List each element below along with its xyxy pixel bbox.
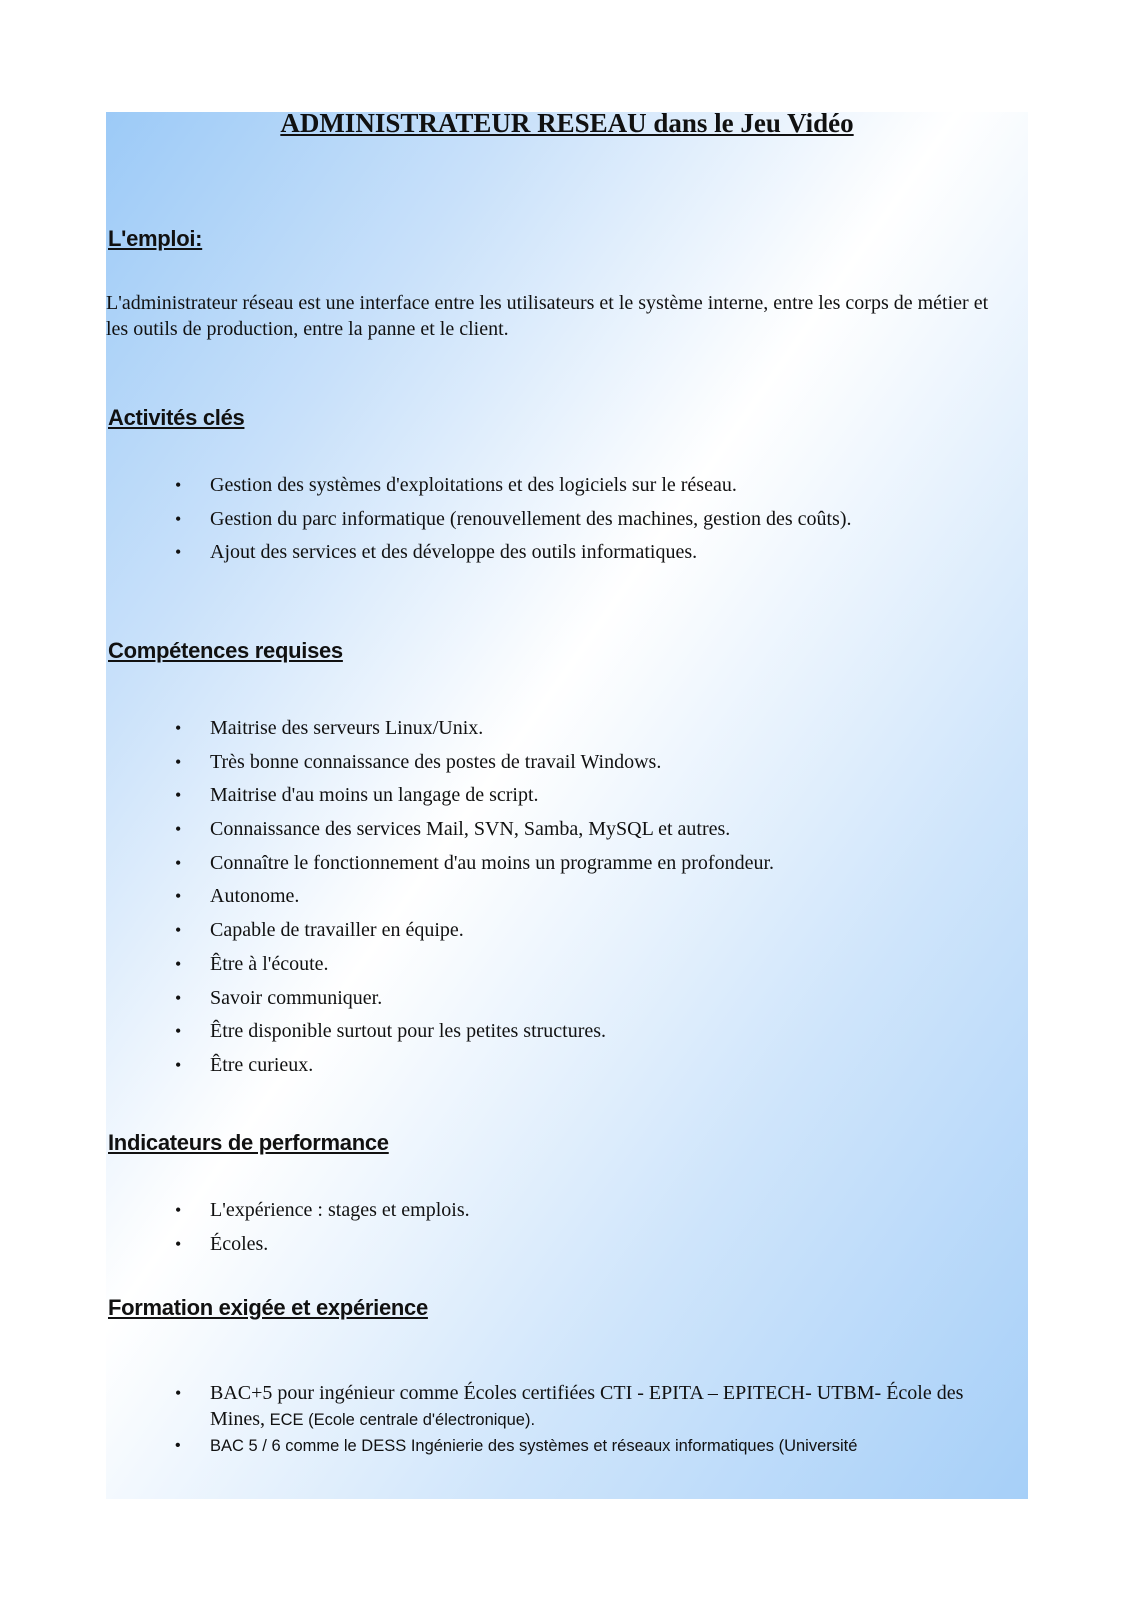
list-item-text: Être à l'écoute. bbox=[210, 952, 329, 975]
bullet-icon: • bbox=[175, 542, 182, 563]
section-heading-indicateurs: Indicateurs de performance bbox=[108, 1130, 389, 1155]
list-item bbox=[168, 850, 774, 884]
formation-list bbox=[168, 1380, 998, 1459]
list-item-text: Maitrise des serveurs Linux/Unix. bbox=[210, 717, 484, 739]
bullet-icon: • bbox=[175, 475, 182, 495]
bullet-icon: • bbox=[175, 718, 182, 738]
bullet-icon: • bbox=[175, 953, 182, 974]
list-item bbox=[168, 1052, 774, 1086]
bullet-icon: • bbox=[175, 1021, 182, 1042]
bullet-icon: • bbox=[175, 1200, 182, 1220]
bullet-icon: • bbox=[175, 785, 182, 806]
list-item-text: Capable de travailler en équipe. bbox=[210, 919, 464, 942]
section-heading-competences: Compétences requises bbox=[108, 638, 343, 663]
list-item bbox=[168, 917, 774, 951]
list-item bbox=[168, 883, 774, 917]
list-item-text: Autonome. bbox=[210, 885, 300, 908]
list-item bbox=[168, 749, 774, 783]
list-item-text: L'expérience : stages et emplois. bbox=[210, 1199, 470, 1221]
list-item-text: Savoir communiquer. bbox=[210, 986, 383, 1009]
list-item-text: Gestion du parc informatique (renouvellement des machines, gestion des coûts). bbox=[210, 507, 852, 530]
section-heading-activites: Activités clés bbox=[108, 405, 245, 430]
bullet-icon: • bbox=[175, 886, 182, 907]
list-item-text: Connaître le fonctionnement d'au moins un programme en profondeur. bbox=[210, 851, 775, 874]
list-item bbox=[168, 985, 774, 1019]
list-item bbox=[168, 1231, 470, 1265]
list-item-text: Très bonne connaissance des postes de travail Windows. bbox=[210, 750, 662, 773]
bullet-icon: • bbox=[175, 1233, 182, 1254]
bullet-icon: • bbox=[175, 987, 182, 1008]
activites-list bbox=[168, 472, 851, 573]
list-item bbox=[168, 715, 774, 749]
list-item bbox=[168, 782, 774, 816]
section-heading-formation: Formation exigée et expérience bbox=[108, 1295, 428, 1320]
bullet-icon: • bbox=[175, 852, 182, 873]
list-item bbox=[168, 539, 851, 573]
bullet-icon: • bbox=[175, 920, 182, 941]
list-item bbox=[168, 816, 774, 850]
bullet-icon: • bbox=[175, 1054, 182, 1075]
bullet-icon: • bbox=[175, 508, 182, 529]
list-item-text: Maitrise d'au moins un langage de script. bbox=[210, 784, 539, 807]
emploi-paragraph: L'administrateur réseau est une interface entre les utilisateurs et le système interne, entre les corps de métier et les outils de production, entre la panne et le client. bbox=[106, 292, 989, 340]
list-item bbox=[168, 1380, 998, 1433]
bullet-icon: • bbox=[175, 1437, 181, 1454]
bullet-icon: • bbox=[175, 1383, 182, 1403]
list-item bbox=[168, 1018, 774, 1052]
list-item-text: Gestion des systèmes d'exploitations et des logiciels sur le réseau. bbox=[210, 474, 737, 496]
list-item bbox=[168, 472, 851, 506]
list-item bbox=[168, 951, 774, 985]
list-item-text: Ajout des services et des développe des outils informatiques. bbox=[210, 541, 698, 564]
list-item-text: Écoles. bbox=[210, 1232, 269, 1255]
indicateurs-list bbox=[168, 1197, 470, 1264]
list-item-text: BAC 5 / 6 comme le DESS Ingénierie des systèmes et réseaux informatiques (Université bbox=[210, 1437, 858, 1455]
list-item-text: BAC+5 pour ingénieur comme Écoles certifiées CTI - EPITA – EPITECH- UTBM- École des Mines, bbox=[210, 1382, 964, 1430]
list-item-text: Connaissance des services Mail, SVN, Samba, MySQL et autres. bbox=[210, 818, 731, 841]
list-item bbox=[168, 506, 851, 540]
list-item-text-sans: ECE (Ecole centrale d'électronique). bbox=[265, 1411, 536, 1429]
document-title: ADMINISTRATEUR RESEAU dans le Jeu Vidéo bbox=[280, 108, 854, 138]
list-item-text: Être curieux. bbox=[210, 1053, 314, 1076]
bullet-icon: • bbox=[175, 819, 182, 840]
list-item bbox=[168, 1433, 998, 1459]
competences-list bbox=[168, 715, 774, 1086]
list-item bbox=[168, 1197, 470, 1231]
bullet-icon: • bbox=[175, 751, 182, 772]
list-item-text: Être disponible surtout pour les petites structures. bbox=[210, 1020, 607, 1043]
section-heading-emploi: L'emploi: bbox=[108, 226, 203, 251]
